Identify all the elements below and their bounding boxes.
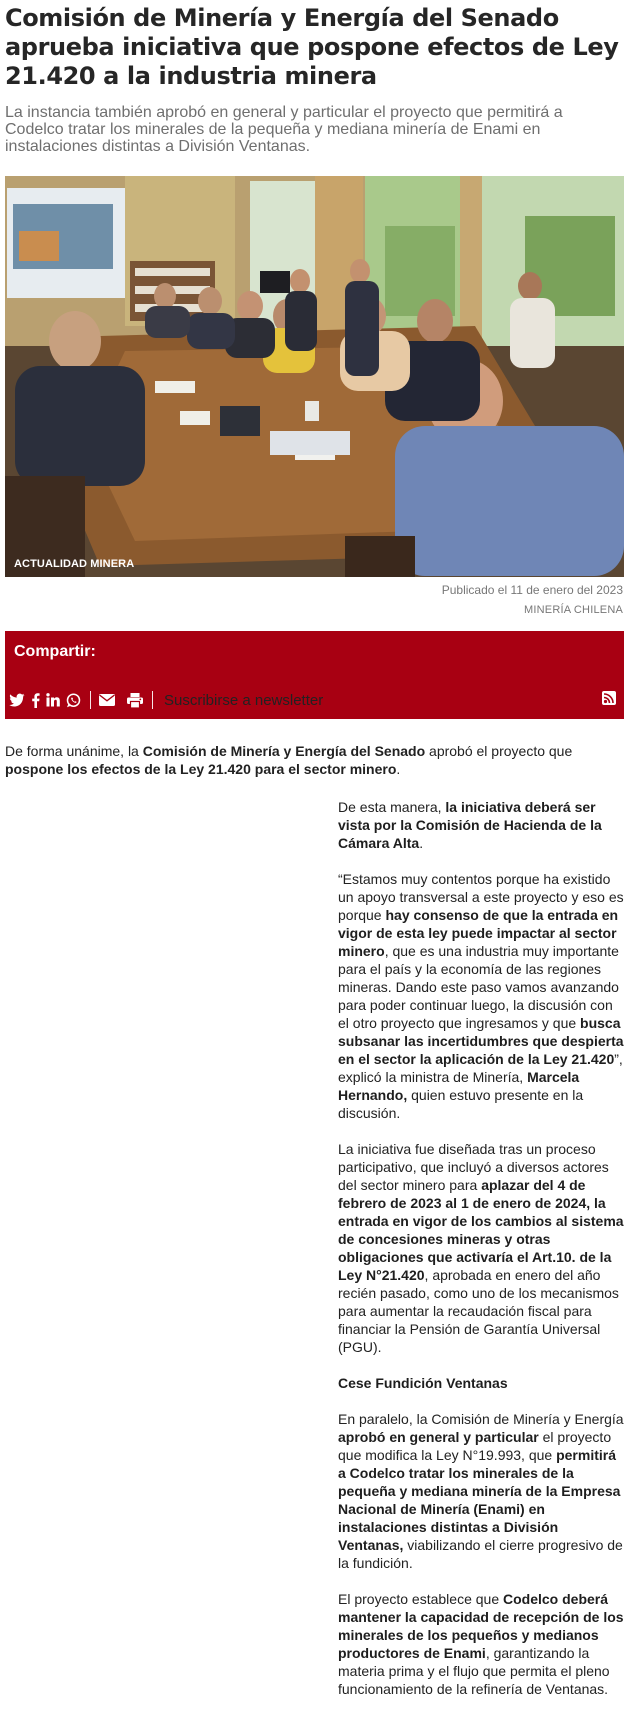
- lead-text: De forma unánime, la: [5, 743, 143, 759]
- lead-bold: Comisión de Minería y Energía del Senado: [142, 743, 426, 759]
- linkedin-icon[interactable]: [46, 693, 60, 707]
- article-lead: [5, 742, 625, 778]
- paragraph-text: , aprobada en enero del año recién pasado, como uno de los mecanismos para aumentar la recaudación fiscal para financiar la Pensión de Garantía Universal (PGU).: [338, 1267, 619, 1355]
- paragraph-bold: hay consenso de que la entrada en vigor de esta ley puede impactar al sector minero: [338, 907, 619, 959]
- paragraph-text: La iniciativa fue diseñada tras un proceso participativo, que incluyó a diversos actores del sector minero para: [338, 1141, 609, 1193]
- paragraph-text: el proyecto que modifica la Ley N°19.993, que: [338, 1429, 612, 1463]
- paragraph-bold: permitirá a Codelco tratar los minerales de la pequeña y mediana minería de la Empresa Nacional de Minería (Enami) en instalaciones distintas a División Ventanas,: [338, 1447, 621, 1553]
- meeting-room-photo: [5, 176, 624, 577]
- paragraph-bold: aplazar del 4 de febrero de 2023 al 1 de enero de 2024, la entrada en vigor de los cambios al sistema de concesiones mineras y otras obligaciones que activaría el Art.10. de la Ley N°21.420: [338, 1177, 624, 1283]
- paragraph-text: , que es una industria muy importante para el país y la economía de las regiones mineras. Dando este paso vamos avanzando para poder continuar luego, la discusión con el otro proyecto que ingresamos y que: [338, 943, 619, 1031]
- whatsapp-icon[interactable]: [66, 693, 81, 708]
- paragraph-text: .: [419, 835, 424, 851]
- body-paragraph: [338, 798, 625, 852]
- divider: [152, 691, 153, 709]
- share-title: Compartir:: [14, 643, 96, 660]
- publish-date: Publicado el 11 de enero del 2023: [441, 583, 623, 597]
- divider: [90, 691, 91, 709]
- paragraph-text: De esta manera,: [338, 799, 446, 815]
- paragraph-text: , garantizando la materia prima y el flujo que permita el pleno funcionamiento de la refinería de Ventanas.: [338, 1645, 610, 1697]
- body-paragraph: [338, 1140, 625, 1356]
- article-photo: [5, 176, 624, 577]
- article-body-column: [338, 798, 625, 1716]
- lead-bold: pospone los efectos de la Ley 21.420 para el sector minero: [5, 761, 397, 777]
- rss-icon[interactable]: [602, 691, 616, 710]
- body-paragraph: [338, 1590, 625, 1698]
- newsletter-link[interactable]: Suscribirse a newsletter: [164, 691, 324, 709]
- article-dek: La instancia también aprobó en general y particular el proyecto que permitirá a Codelco tratar los minerales de la pequeña y mediana minería de Enami en instalaciones distintas a División Ventanas.: [5, 104, 563, 155]
- paragraph-bold: Marcela Hernando,: [338, 1069, 580, 1103]
- twitter-icon[interactable]: [9, 693, 25, 707]
- lead-text: aprobó el proyecto que: [425, 743, 573, 759]
- subheading-text: Cese Fundición Ventanas: [338, 1375, 508, 1391]
- paragraph-bold: aprobó en general y particular: [338, 1429, 539, 1445]
- facebook-icon[interactable]: [31, 693, 40, 708]
- share-icons-row: [9, 690, 323, 710]
- article-headline: Comisión de Minería y Energía del Senado aprueba iniciativa que pospone efectos de Ley 21.420 a la industria minera: [5, 4, 619, 90]
- paragraph-bold: busca subsanar las incertidumbres que despierta en el sector la aplicación de la Ley 21.420: [338, 1015, 624, 1067]
- paragraph-text: quien estuvo presente en la discusión.: [338, 1087, 584, 1121]
- paragraph-bold: la iniciativa deberá ser vista por la Comisión de Hacienda de la Cámara Alta: [338, 799, 602, 851]
- body-paragraph: [338, 870, 625, 1122]
- lead-text: .: [396, 761, 401, 777]
- photo-credit: ACTUALIDAD MINERA: [14, 558, 135, 570]
- print-icon[interactable]: [127, 693, 143, 708]
- email-icon[interactable]: [99, 694, 115, 706]
- paragraph-text: El proyecto establece que: [338, 1591, 503, 1607]
- body-paragraph: [338, 1410, 625, 1572]
- section-subheading: [338, 1374, 625, 1392]
- paragraph-text: viabilizando el cierre progresivo de la fundición.: [338, 1537, 623, 1571]
- paragraph-bold: Codelco deberá mantener la capacidad de recepción de los minerales de los pequeños y medianos productores de Enami: [338, 1591, 624, 1661]
- article-source: MINERÍA CHILENA: [524, 604, 623, 616]
- paragraph-text: En paralelo, la Comisión de Minería y Energía: [338, 1411, 624, 1427]
- paragraph-text: ”, explicó la ministra de Minería,: [338, 1051, 623, 1085]
- paragraph-text: “Estamos muy contentos porque ha existido un apoyo transversal a este proyecto y eso es porque: [338, 871, 624, 923]
